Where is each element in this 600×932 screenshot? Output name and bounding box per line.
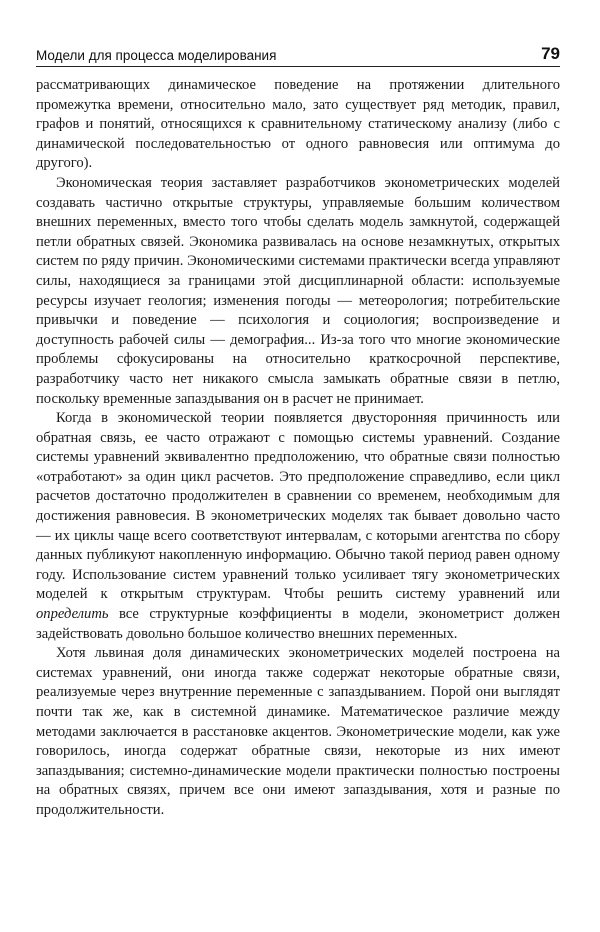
paragraph-text-part: все структурные коэффициенты в модели, эконометрист должен задействовать довольно большое количество внешних переменных. (36, 606, 560, 642)
paragraph-dynamic-models: Хотя львиная доля динамических эконометрических моделей построена на системах уравнений, они иногда также содержат некоторые обратные связи, реализуемые через внутренние переменные с запаздыванием. Порой они выглядят почти так же, как в системной динамике. Математическое различие между методами заключается в расстановке акцентов. Эконометрические модели, как уже говорилось, иногда содержат обратные связи, некоторые из них имеют запаздывания; системно-динамические модели практически полностью построены на обратных связях, причем все они имеют запаздывания, хотя и разные по продолжительности. (36, 645, 560, 818)
emphasized-word: определить (36, 606, 109, 623)
body-text (36, 76, 560, 821)
running-head (36, 44, 560, 67)
paragraph-economic-theory: Экономическая теория заставляет разработчиков эконометрических моделей создавать частично открытые структуры, управляемые большим количеством внешних переменных, вместо того чтобы сделать модель замкнутой, содержащей петли обратных связей. Экономика развивалась на основе незамкнутых, открытых систем по ряду причин. Экономическими системами практически всегда управляют силы, находящиеся за границами этой дисциплинарной области: используемые ресурсы изучает геология; изменения погоды — метеорология; потребительские привычки и поведение — психология и социология; воспроизведение и доступность рабочей силы — демография... Из-за того что многие экономические проблемы сфокусированы на относительно краткосрочной перспективе, разработчику часто нет никакого смысла замыкать обратные связи в петлю, поскольку временные запаздывания он в расчет не принимает. (36, 174, 560, 407)
paragraph-continued: рассматривающих динамическое поведение на протяжении длительного промежутка времени, относительно мало, зато существует ряд методик, правил, графов и понятий, относящихся к сравнительному статическому анализу (либо с динамической последовательностью от одного равновесия или оптимума до другого). (36, 77, 560, 172)
running-title: Модели для процесса моделирования (36, 48, 277, 63)
paragraph-text-part: Когда в экономической теории появляется двусторонняя причинность или обратная связь, ее часто отражают с помощью системы уравнений. Создание системы уравнений эквивалентно предположению, что обратные связи полностью «отработают» за один цикл расчетов. Это предположение справедливо, если цикл расчетов достаточно продолжителен в сравнении со временем, необходимым для достижения равновесия. В эконометрических моделях так бывает довольно часто — их циклы чаще всего соответствуют интервалам, с которыми агентства по сбору данных публикуют накопленную информацию. Обычно такой период равен одному году. Использование систем уравнений только усиливает тягу эконометрических моделей к открытым структурам. Чтобы решить систему уравнений или (36, 410, 560, 603)
paragraph-two-way-causality (36, 409, 560, 644)
page-number: 79 (541, 44, 560, 63)
